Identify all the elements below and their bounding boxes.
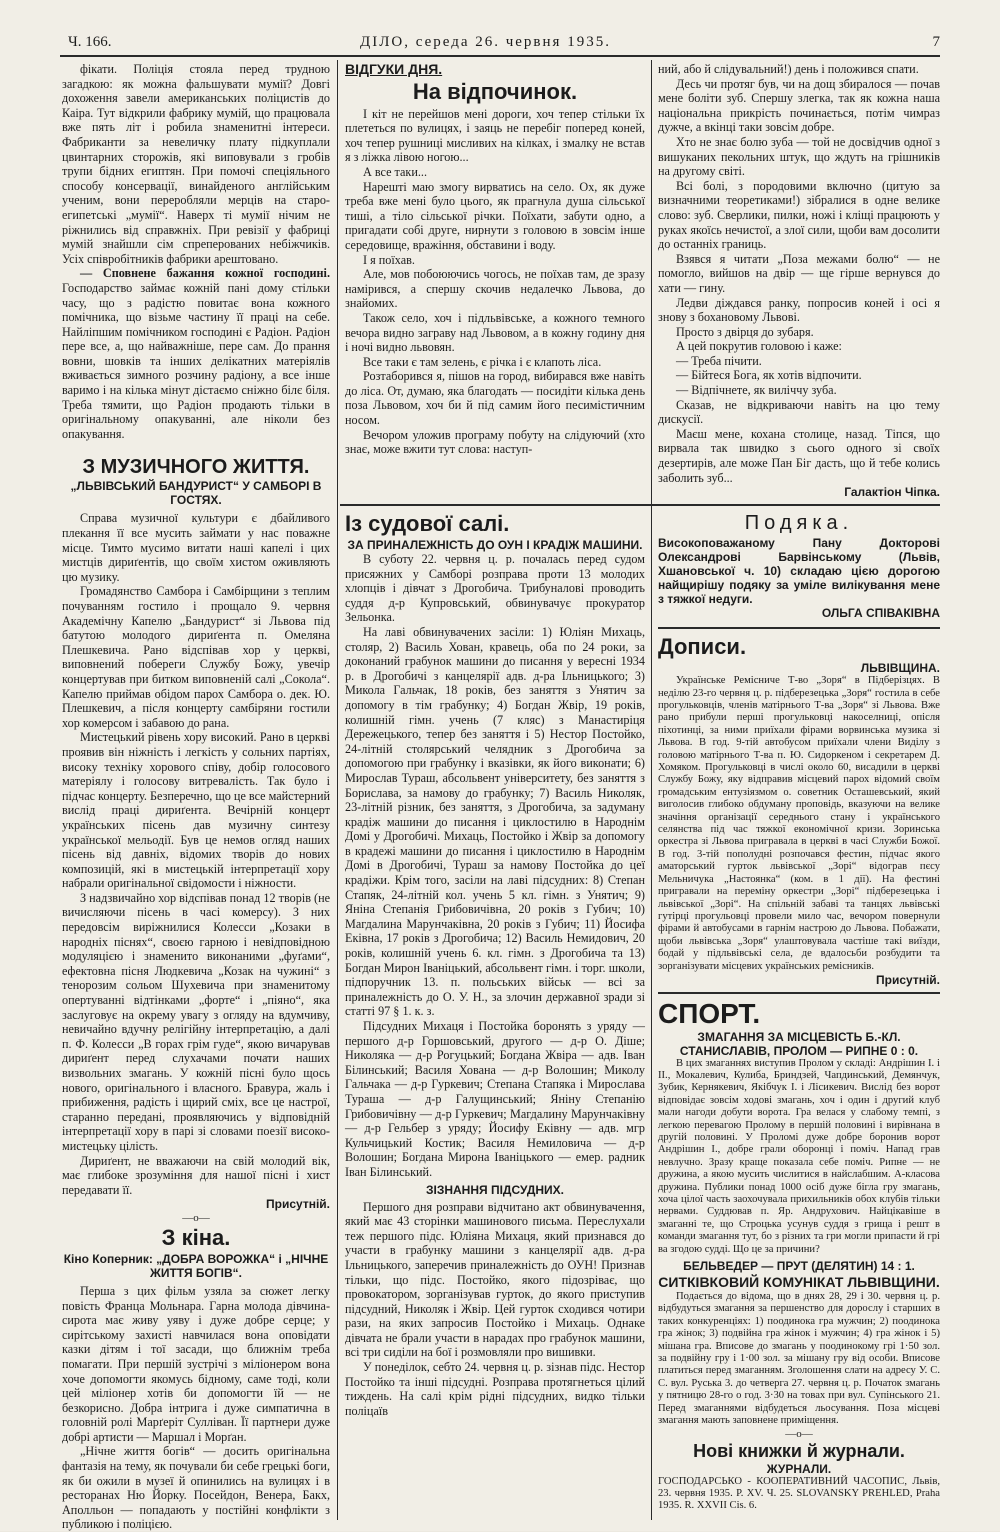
rest-paragraph: Вечором уложив програму побуту на слідуючий (хто знає, може вжити тут слова: наступ- [345, 427, 645, 457]
rest-continued: — Треба пічити. [676, 353, 762, 368]
dopysy-signature: Присутній. [876, 972, 940, 987]
thanks-text: Високоповажаному Пану Докторові Олександрові Барвінському (Львів, Хшановської ч. 10) складаю цією дорогою найщирішу подяку за уміле вилікування мене з тяжкої недуги. [658, 536, 940, 606]
sport-text: В цих змаганнях виступив Пролом у складі: Андрішин І. і II., Мокалевич, Кулиба, Бриндзей, Чапдинський, Демянчук, Зубик, Кернякевич, Якібчук І. і Лісикевич. Вислід без ворот відповідає зовсім ходові змагань, хоч і один і другий клуб мали нагоди добути ворота. Гра велася у слабому темпі, з легкою перевагою Пролому в першій половині і вирівнана в другій половині. У Проломі дуже добре боронив ворот Андрішин І., добре грали оборонці і поміч. Напад грав невлучно. Зразу краще показала себе поміч. Рипне — не дружина, а якою мусить числитися в найслабшим. А-класова дружина. Публики понад 1000 осіб дуже бігла гру змагань, хоча цілої часть заохочувала прихильників обох клубів тільки нервами. Суддював п. Яр. Андрухович. Найцікавіше в змаганні те, що Строцька усунув суддя з грища і решт в команди змагання тут, бо з різних та гри могли припасти й грі ва згодою судді. Що це за причини? [658, 1057, 940, 1255]
court-subheading: ЗІЗНАННЯ ПІДСУДНИХ. [425, 1182, 565, 1197]
page-header [60, 34, 940, 56]
rest-continued: — Бійтеся Бога, як хотів відпочити. [676, 368, 862, 383]
column-3-bottom [658, 510, 940, 1520]
rest-paragraph: І я поїхав. [363, 252, 415, 267]
music-paragraph: З надзвичайно хор відспівав понад 12 творів (не вичисляючи пісень в часі комерсу). З них передовсім виріжнилися Колесси „Козаки в народніх піснях“, своєю гарною і невідповідною модуляцією і знаменито виконаними „фуґами“, ефектовна пісня Людкевича „Козак на чужині“ з тенорозим сольом Шухевича при знаменитому опертуванні відтінками „форте“ і „піяно“, яка заслуговує на окрему увагу з огляду на вдумчиву, невичайно вдучну релігійну інтерпретацію, а далі п. Ф. Колесси „В горах грім гуде“, якою вичарував дириґент перед слухачами почати наших визвольних змагань. У кожній пісні було щось нового, оригінального і власного. Бравура, жаль і прибиження, радість і щирий сміх, все це настрої, старанно передані, проявляючись у відповідній інтерпретації хору в парі зі словами поезії високо-мистецьку цілість. [62, 890, 330, 1153]
rest-continued: Десь чи протяг був, чи на дощ збиралося — почав мене боліти зуб. Спершу злегка, так як кожна наша національна прикрість починається, потім чимраз дужче, а вкінці таки зовсім добре. [658, 76, 940, 135]
music-paragraph: Дириґент, не вважаючи на свій молодий вік, має глибоке зрозуміння для нашої пісні і хист передавати її. [62, 1153, 330, 1197]
radion-lead: — Сповнене бажання кожної господині. [80, 266, 330, 281]
rest-continued: Просто з двірця до зубаря. [676, 324, 814, 339]
column-2-bottom [345, 510, 645, 1520]
rest-continued: Сказав, не відкриваючи навіть на цю тему дискусії. [658, 397, 940, 427]
books-title: Нові книжки й журнали. [693, 1440, 905, 1461]
court-paragraph: Першого дня розправи відчитано акт обвинувачення, який має 43 сторінки машинового письма. Переслухали теж першого підс. Юліяна Михаця, який признався до участи в грабунку машини з канцелярії адв. д-ра Ільницького, заперечив приналежність до ОУН! Признав тільки, що підс. Постойко, якого підозріває, що провокатором, зорганізував гурток, до якого приступив підсудний, Николяк і Жвір. Цей гурток сходився чотири рази, на яких запросив Постойко і Михаць. Однаке дівчата не брали участи в нарадах про грабунок машини, всі три сиділи на бої і розмовляли про вишивки. [345, 1199, 645, 1360]
rest-continued: Маєш мене, кохана столице, назад. Тіпся, що вирвала так швидко з сього одного зі своїх дезертирів, але може Пан Біг дасть, що й тебе колись заболить зуб... [658, 426, 940, 485]
column-2-top [345, 62, 645, 502]
rest-signature: Галактіон Чіпка. [844, 485, 940, 500]
rest-continued: А цей покрутив головою і каже: [676, 339, 842, 354]
rest-paragraph: Нарешті маю змогу вирватись на село. Ох, як дуже треба вже мені було цього, як прагнула душа сільської тиші, а тіло сільської річки. Поїхати, забути одно, а пригадати собі друге, нирнути з головою в зовсім інше середовище, вражіння, обставини і воду. [345, 179, 645, 252]
section-ornament: —o— [785, 1427, 813, 1440]
dopysy-title: Дописи. [658, 633, 747, 659]
section-ornament: —o— [182, 1211, 210, 1224]
mummy-article: фікати. Поліція стояла перед трудною загадкою: як можна фальшувати мумії? Довгі дохоження завели американських поліцистів до Каіра. Тут відкрили фабрику мумій, що працювала вже пять літ і робила знаменитні інтереси. Фабриканти за невеличку плату підкуплали цвинтарних сторожів, які виповували з гробів трупи бідних египтян. При помочі спеціяльного способу консервації, винайденого англійським ученим, вони переробляли мерців на старо-египетські „мумії“. Наверх ті мумії нічим не ріжнились від справжніх. При ревізії у фабриці мумій знайшли сім спреперованих небіжчиків. Усіх співробітників фабрики арештовано. [62, 62, 330, 266]
sport-subtitle: ЗМАГАННЯ ЗА МІСЦЕВІСТЬ Б.-КЛ. СТАНИСЛАВІВ, ПРОЛОМ — РИПНЕ 0 : 0. [679, 1029, 919, 1058]
header-rule [60, 55, 940, 57]
rest-title: На відпочинок. [412, 78, 578, 104]
court-subtitle: ЗА ПРИНАЛЕЖНІСТЬ ДО ОУН І КРАДІЖ МАШИНИ. [347, 538, 643, 552]
section-rule [658, 627, 940, 629]
kino-paragraph: „Нічне життя богів“ — досить оригінальна фантазія на тему, як почували би себе грецькі боги, як би ожили в музеї й опинились на вулицях і в ресторанах Ню Йорку. Посейдон, Венера, Бакх, Аполльон — попадають у постійні конфлікти з публикою і поліцією. [62, 1444, 330, 1532]
dopysy-text: Українське Ремісниче Т-во „Зоря“ в Підберізцях. В неділю 23-го червня ц. р. підберезецька „Зоря“ гостила в себе прогульковців, членів матірнього Т-ва „Зоря“ зі Львова. Вже рано прибули перші прогульковці накоселниці, опісля піхотинці, за ними приїхали фірами ворвинська музика зі Львова. В год. 9-тій автобусом приїхали члени Виділу з головою матірнього Т-ва п. Ю. Сидоркеном і секретарем Д. Хомяком. Прогульковці в числі около 60, висадили в церкві Службу Божу, яку відправив місцевий парох відомий своїм громадським ентузіязмом о. советник Осташевський, який виголосив глибоко обдуману проповідь, вказуючи на велике значіння організації середнього стану і українського селянства під час тяжкої економічної кризи. Зоринська оркестра зі Львова пригравала в церкві в часі Служби Божої. В год. 3-тій пополудні розпочався фестин, підчас якого аматорський гурток львівської „Зорі“ відограв пєсу Мельничука „Настоянка“ (ком. в 1 дії). На фестині пригравали на переміну оркестри „Зорі“ підберезецька і львівської „Зорі“. На спільній забаві та танцях львівські гутірці прогульовці провели мило час, вечором повернули фірами й автобусами в гарнім настрою до Львова. Побажати, щоби львівська „Зоря“ улаштовувала частіше такі виїзди, бодай у підльвівські села, де вдалосьби розбудити та зорганізувати місцевих українських ремісників. [658, 675, 940, 972]
section-rule [340, 504, 940, 506]
rest-paragraph: Але, мов побоюючись чогось, не поїхав там, де зразу намірився, а спершу скочив недалечко Львова, до знайомих. [345, 267, 645, 311]
rest-paragraph: Розтаборився я, пішов на город, вибирався вже навіть до ліса. От, думаю, яка благодать — посидіти кілька день поза Львовом, хоч би й під самим його песимістичним носом. [345, 369, 645, 428]
basketball-text: Подається до відома, що в днях 28, 29 і 30. червня ц. р. відбудуться змагання за першенство для дорослу і старших в таких конкуренціях: 1) поодинока гра мужчин; 2) поодинока гра жінок; 3) подвійна гра жінок і мужчин; 4) гра жінок і 5) мішана гра. Вписове до змагань у поодинокому грі 1·50 зол. за подвійну гру і 1·00 зол. за мішану гру від особи. Вписове платиться перед змаганням. Зголошення слати на адресу У. С. С. вул. Руська 3. до четверга 27. червня ц. р. Початок змагань у пятницю 28-го о год. 3·30 на товах при вул. Супінського 21. Перед змаганнями відбудеться льосування. Поза місцеві змагання мають заповнене приміщення. [658, 1291, 940, 1427]
court-paragraph: На лаві обвинувачених засіли: 1) Юліян Михаць, столяр, 2) Василь Хован, кравець, оба по 24 роки, за доконаний грабунок машини до писання у вересні 1934 р. в Дрогобичі з канцелярії адв. д-ра Ільницького; 3) Микола Гальчак, 18 років, без заняття з Унятич за допомогу в тім грабунку; 4) Богдан Жвір, 19 років, колишній гімн. учень (7 кляс) з Манастиріця Дережецького, тепер без заняття і 5) Нестор Постойко, 24-літній столярський челядник з Дрогобича за допомогою при грабунку і вказівки, як його виконати; 6) Мирослав Тураш, абсольвент університету, без заняття з Борислава, за намову до грабунку; 7) Василь Николяк, 23-літній різник, без заняття, з Дрогобича, за задуману крадіж машини до писання і циклостилю в Народнім Домі у Дрогобичі. Михаць, Постойко і Жвір за допомогу в крадежі машини до писання і циклостилю в Народнім Домі в Дрогобичі, Тураш за намову Постойка до цеї крадіжи. Крім того, засіли на лаві підсудних: 8) Степан Стапяк, 24-літній кол. учень 5 кл. гімн. з Унятич; 9) Яніна Степанія Грибовичівна, 20 років з Губич; 10) Магдалина Марунчаківна, 20 років з Губич; 11) Йосифа Еківна, 17 років з Дрогобича; 12) Василь Немидович, 20 років, колишній учень 6. кл. гімн. з Дрогобича та 13) Богдан Мирон Іваніцький, абсольвент гімн. і торг. школи, підпоручник 13. п. польських військ — всі за приналежність до О. У. Н., за злочин державної зради зі статті 97 § 1. к. з. [345, 624, 645, 1019]
thanks-title: Подяка. [744, 512, 854, 534]
column-3-top [658, 62, 940, 502]
thanks-signature: ОЛЬГА СПІВАКІВНА [821, 606, 940, 620]
music-section-title: З МУЗИЧНОГО ЖИТТЯ. [82, 456, 310, 479]
page-number: 7 [932, 34, 940, 50]
rest-continued: Хто не знає болю зуба — той не досвідчив одної з вишуканих пекольних штук, що ждуть на грішників на другому світі. [658, 134, 940, 179]
music-paragraph: Мистецький рівень хору високий. Рано в церкві проявив він ніжність і легкість у сольних партіях, високу техніку хорового співу, добір голосового матеріялу і голосову витревалість. Так було і підчас концерту. Безперечно, що це все майстерний вислід праці дириґента. Вечірній концерт українських пісень дав музичну синтезу української мельодії. Був це немов огляд наших пісень від давніх, відомих творів до нових композицій, які в мистецькій інтерпретації хору набрали оригінальної свідомости і ніжности. [62, 730, 330, 891]
rest-continued: Ледви діждався ранку, попросив коней і осі я знову з бохановому Львові. [658, 295, 940, 325]
column-divider [337, 60, 338, 1520]
court-paragraph: Підсудних Михаця і Постойка боронять з уряду — першого д-р Горшовський, другого — д-р О. Діше; Николяка — д-р Рогуцький; Богдана Жвіра — адв. Іван Білинський; Василя Хована — д-р Волошин; Миколу Гальчака — д-р Гуркевич; Степана Стапяка і Мирослава Тураша — д-р Галущинський; Яніну Степанію Грибовичівну — д-р Гуркевич; Магдалину Марунчаківну — д-р Гельбер з уряду; Йосифу Еківну — адв. мгр Кульчицький Костик; Василя Немиловича — д-р Волошин; Богдана Мирона Іваніцького — емер. радник Іван Білинський. [345, 1019, 645, 1179]
masthead: ДІЛО, середа 26. червня 1935. [360, 34, 611, 50]
section-kicker: ВІДГУКИ ДНЯ. [345, 61, 443, 77]
kino-subtitle: Кіно Коперник: „ДОБРА ВОРОЖКА“ і „НІЧНЕ ЖИТТЯ БОГІВ“. [63, 1251, 329, 1280]
music-subtitle: „ЛЬВІВСЬКИЙ БАНДУРИСТ“ У САМБОРІ В ГОСТЯХ. [70, 479, 322, 508]
books-subtitle: ЖУРНАЛИ. [766, 1461, 832, 1476]
column-divider [651, 60, 652, 1520]
court-paragraph: У понеділок, себто 24. червня ц. р. зізнав підс. Нестор Постойко та інші підсудні. Розправа протягнеться цілий тиждень. На салі крім рідні підсудних, видко тільки поліцаїв [345, 1360, 645, 1418]
court-title: Із судової салі. [345, 511, 510, 536]
rest-continued: Взявся я читати „Поза межами болю“ — не помогло, вийшов на двір — ще гірше вернувся до хати — гину. [658, 251, 940, 295]
kino-paragraph: Перша з цих фільм узяла за сюжет легку повість Франца Мольнара. Гарна молода дівчина-сирота має живу уяву і дуже добре серце; у сирітському захисті навчилася вона оповідати казки дітям і тої засади, що ближнім треба помагати. При першій зустрічі з міліонером вона хоче допомогти якомусь бідному, саме тоді, коли цей міліонер хотів би допомогти їй — не безкорисно. Добра інтрига і дуже симпатична в головній ролі Марґеріт Сулліван. Її партнери дуже добрі артисти — Маршал і Морґан. [62, 1283, 330, 1444]
music-paragraph: Справа музичної культури є дбайливого плекання її все мусить займати у нас поважне місце. Тимто мусимо витати наші капелі і цих мистців дириґентів, що своїм хистом оживляють цю музику. [62, 511, 330, 584]
music-signature: Присутній. [266, 1197, 330, 1212]
dopysy-region: ЛЬВІВЩИНА. [860, 660, 940, 675]
court-paragraph: В суботу 22. червня ц. р. почалась перед судом присяжних у Самборі розправа проти 13 молодих хлопців і дівчат з Дрогобича. Трибуналові проводить суддя д-р Купровський, обвинувачує прокуратор Зельонка. [345, 552, 645, 625]
sport-title: СПОРТ. [658, 997, 761, 1029]
books-text: ГОСПОДАРСЬКО - КООПЕРАТИВНИЙ ЧАСОПИС, Львів, 23. червня 1935. Р. XV. Ч. 25. SLOVANSKY PRЕHLED, Praha 1935. R. XXVII Cis. 6. [658, 1475, 940, 1512]
sport-subtitle-2: БЕЛЬВЕДЕР — ПРУТ (ДЕЛЯТИН) 14 : 1. [683, 1259, 915, 1274]
rest-continued: — Відпічнете, як виліччу зуба. [676, 383, 837, 398]
section-rule [658, 992, 940, 994]
rest-paragraph: А все таки... [363, 164, 428, 179]
rest-continued: ний, або й слідувальний!) день і положився спати. [658, 62, 919, 76]
rest-continued: Всі болі, з породовими включно (цитую за визначними теоретиками!) зібралися в одне велике слово: зуб. Сверлики, пилки, ножі і кліщі працюють у руках якоїсь нечистої, а злої сили, щоби вам досолити до останніх границь. [658, 178, 940, 252]
kino-section-title: З кіна. [161, 1224, 231, 1250]
music-paragraph: Громадянство Самбора і Самбірщини з теплим почуванням гостило і прощало 9. червня Академічну Капелю „Бандурист“ зі Львова під батутою молодого дириґента п. Омеляна Плешкевича. Рано відспівав хор у церкві, виповнений побереги Службу Божу, увечір концертував при битком виповненій салі „Сокола“. Капелю приймав обідом парох Самбора о. дек. Ю. Плешкевич, а після концерту самбіряни гостили хор комерсом і забавою до рана. [62, 584, 330, 730]
radion-ad: Господарство займає кожній пані дому стільки часу, що з радістю повитає вона кожного помічника, що візьме частину її праці на себе. Найліпшим помічником господині є Радіон. Радіон пере все, а, що найважніше, пере сам. До прання вовни, шовків та інших делікатних матеріялів вживається зимного розчину радіону, а все інше варимо і на кілька мінут дістаємо сніжно білє біля. Треба тямити, що Радіон продають тільки в оригінальному опакуванні, але ніколи без опакування. [62, 280, 330, 441]
column-1 [62, 62, 330, 1532]
issue-number: Ч. 166. [68, 34, 112, 50]
basketball-title: СИТКІВКОВИЙ КОМУНІКАТ ЛЬВІВЩИНИ. [658, 1274, 940, 1291]
rest-paragraph: І кіт не перейшов мені дороги, хоч тепер стільки їх плететься по вулицях, і заяць не перебіг поперед коней, хоч тепер рушниці мисливих на кілках, і змалку не встав я з ліжка лівою ногою... [345, 106, 645, 165]
rest-paragraph: Все таки є там зелень, є річка і є клапоть ліса. [363, 354, 602, 369]
rest-paragraph: Також село, хоч і підльвівське, а кожного темного вечора видно заграву над Львовом, а в кожну годину дня і ночі видно львовян. [345, 310, 645, 355]
